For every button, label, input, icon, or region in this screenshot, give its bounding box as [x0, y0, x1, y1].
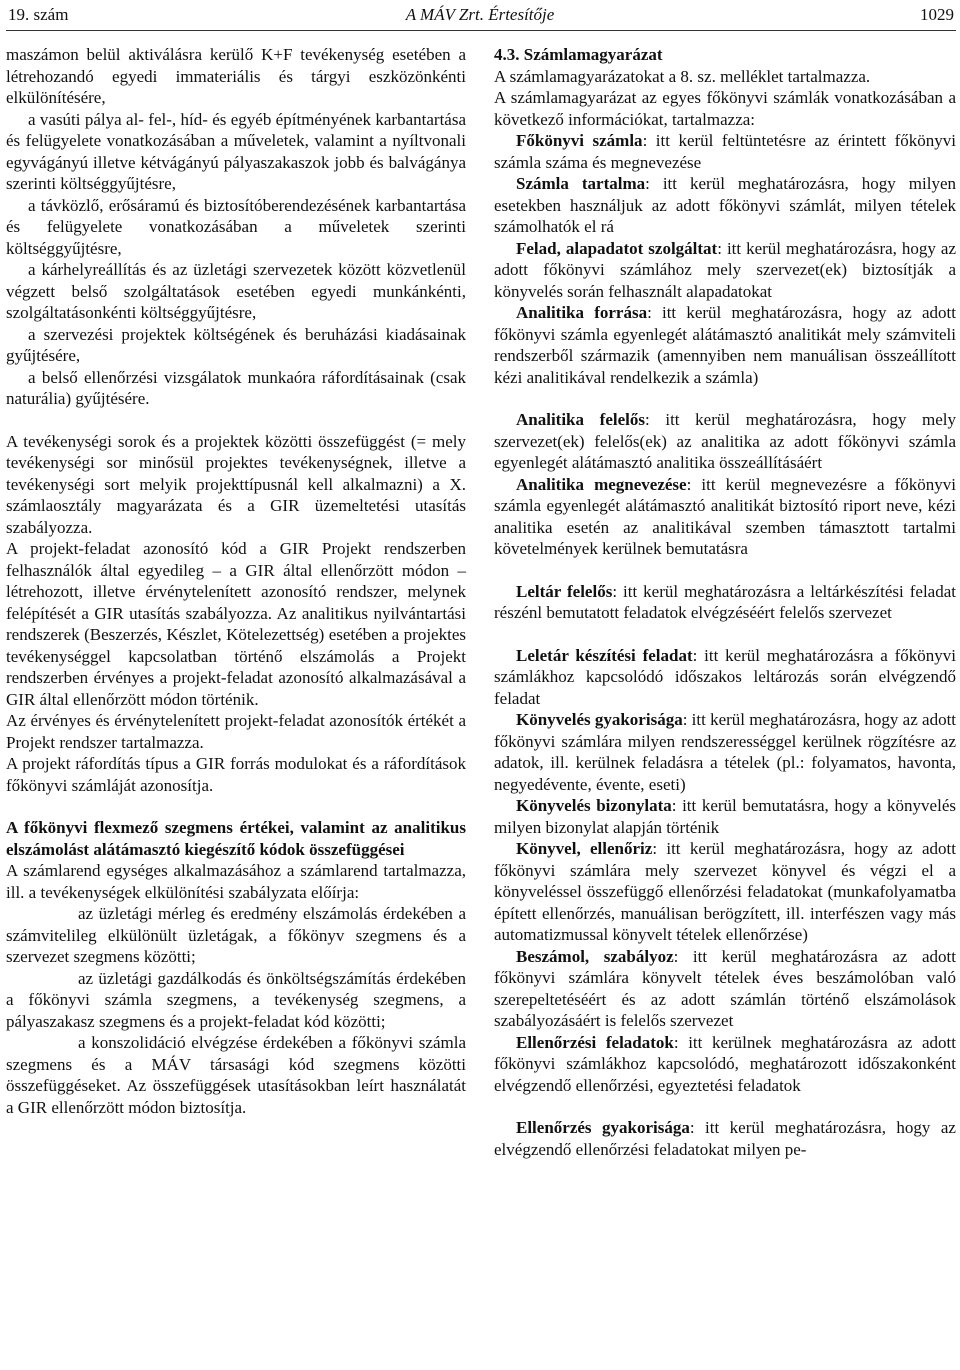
definition-text: : itt kerül meghatározásra, hogy az adott főkönyvi számlához mely szervezet(ek) biztosítják a könyvelés során felhasznált alapadatokat	[494, 238, 956, 301]
definition-item	[494, 1032, 956, 1097]
definition-term: Felad, alapadatot szolgáltat	[516, 238, 718, 258]
definition-text: : itt kerül meghatározásra, hogy mely szervezet(ek) felelős(ek) az analitika az adott főkönyvi számla egyenlegét alátámasztó analitika összeállításáért	[494, 410, 956, 472]
paragraph: Az érvényes és érvénytelenített projekt-feladat azonosítók értékét a Projekt rendszer tartalmazza.	[6, 711, 466, 752]
intro-text: maszámon belül aktiválásra kerülő K+F tevékenység esetében a létrehozandó egyedi immateriális és tárgyi eszközönkénti elkülönítésére,	[6, 45, 466, 107]
list-item: a szervezési projektek költségének és beruházási kiadásainak gyűjtésére,	[6, 324, 466, 365]
list-item: a kárhelyreállítás és az üzletági szervezetek között közvetlenül végzett belső szolgáltatások esetében egyedi munkánkénti, szolgáltatásonkénti költséggyűjtésre,	[6, 260, 466, 322]
definition-item	[494, 946, 956, 1032]
definition-text: : itt kerül megnevezésre a főkönyvi számla egyenlegét alátámasztó analitikát biztosító riport neve, kézi analitika esetén az analitikával szemben támasztott tartalmi követelmények kerülnek bemutatásra	[494, 474, 956, 558]
paragraph: A számlarend egységes alkalmazásához a számlarend tartalmazza, ill. a tevékenységek elkülönítési szabályzata előírja:	[6, 861, 466, 902]
definition-term: Analitika felelős	[516, 410, 645, 429]
definition-item	[494, 130, 956, 173]
definition-text: : itt kerül meghatározásra, hogy milyen esetekben használjuk az adott főkönyvi számlát, milyen tételek számolhatók el rá	[494, 174, 956, 236]
definition-item	[494, 581, 956, 624]
definition-term: Ellenőrzés gyakorisága	[516, 1118, 690, 1137]
definition-text: : itt kerül meghatározásra az adott főkönyvi számlára könyvelt tételek éves beszámolóban való szerepeltetéséért és az adott számlán történő elszámolások szabályozásáért is felelős szervezet	[494, 946, 956, 1030]
definition-item	[494, 474, 956, 560]
definition-text: : itt kerül meghatározásra, hogy az adott főkönyvi számla egyenlegét alátámasztó analitikát mely számviteli rendszerből származik (amennyiben nem manuálisan összeállított kézi analitikával rendelkezik a számla)	[494, 303, 957, 387]
paragraph: A tevékenységi sorok és a projektek közötti összefüggést (= mely tevékenységi sor minősül projektes tevékenységnek, illetve a tevékenységi sort melyik projekttípusnál kell alkalmazni) a X. számlaosztály magyarázata és a GIR üzemeltetési utasítás szabályozza.	[6, 431, 466, 537]
definition-term: Leletár készítési feladat	[516, 645, 693, 665]
definition-item	[494, 1117, 956, 1160]
definition-text: : itt kerül feltüntetésre az érintett főkönyvi számla száma és megnevezése	[494, 131, 956, 172]
definition-text: : itt kerül meghatározásra, hogy az adott főkönyvi számlára mely szervezet könyvel és végzi el a könyveléssel összefüggő ellenőrzési feladatokat (munkafolyamatba épített ellenőrzés, manuálisan berögzített, ill. interfészen vagy más automatizmussal könyvelt tételek ellenőrzése)	[494, 839, 956, 944]
definition-text: : itt kerül meghatározásra a főkönyvi számlákhoz kapcsolódó időszakos leltározás során elvégzendő feladat	[494, 645, 956, 708]
bold-heading: A főkönyvi flexmező szegmens értékei, valamint az analitikus elszámolást alátámasztó kiegészítő kódok összefüggései	[6, 818, 466, 859]
definition-text: : itt kerül bemutatásra, hogy a könyvelés milyen bizonylat alapján történik	[494, 796, 956, 837]
definition-term: Beszámol, szabályoz	[516, 946, 674, 966]
page-header	[0, 0, 960, 32]
paragraph: A projekt-feladat azonosító kód a GIR Projekt rendszerben felhasználók által egyedileg – a GIR által ellenőrzött módon – létrehozott, illetve érvénytelenített azonosító rendszer, melynek felépítését a GIR utasítás szabályozza. Az analitikus nyilvántartási rendszerek (Beszerzés, Készlet, Kötelezettség) esetében a projektes tevékenységgel kapcsolatban történő elszámolás a Projekt rendszerben érvényes a projekt-feladat azonosító alkalmazásával a GIR által ellenőrzött módon történik.	[6, 539, 466, 709]
journal-title: A MÁV Zrt. Értesítője	[405, 5, 555, 24]
definition-text: : itt kerül meghatározásra a leltárkészítési feladat részénl bemutatott feladatok elvégzéséért felelős szervezet	[494, 581, 956, 622]
definition-text: : itt kerül meghatározásra, hogy az adott főkönyvi számlára milyen rendszerességgel kerülnek rögzítésre az adatok, ill. kerülnek feladásra a tételek (pl.: folyamatos, havonta, negyedévente, évente, eseti)	[494, 710, 957, 794]
paragraph: A projekt ráfordítás típus a GIR forrás modulokat és a ráfordítások főkönyvi számláját azonosítja.	[6, 754, 466, 795]
definition-item	[494, 238, 956, 303]
definition-text: : itt kerülnek meghatározásra az adott főkönyvi számlákhoz kapcsolódó, meghatározott időszakonként elvégzendő ellenőrzési, egyeztetési feladatok	[494, 1032, 957, 1095]
sub-list-item: az üzletági mérleg és eredmény elszámolás érdekében a számvitelileg elkülönült üzletágak, a főkönyv szegmens és a szervezet szegmens közötti;	[6, 904, 466, 966]
definition-term: Könyvelés gyakorisága	[516, 710, 683, 729]
definition-item	[494, 709, 956, 795]
definition-item	[494, 838, 956, 946]
definition-term: Ellenőrzési feladatok	[516, 1032, 674, 1052]
sub-list-item: az üzletági gazdálkodás és önköltségszámítás érdekében a főkönyvi számla szegmens, a tevékenység szegmens, a pályaszakasz szegmens és a projekt-feladat kód közötti;	[6, 968, 466, 1031]
definition-term: Számla tartalma	[516, 174, 646, 193]
sub-list-item: a konszolidáció elvégzése érdekében a főkönyvi számla szegmens és a MÁV társasági kód szegmens közötti összefüggéseket. Az összefüggések utasításokban leírt használatát a GIR ellenőrzött módon biztosítja.	[6, 1033, 466, 1117]
definition-item	[494, 645, 956, 710]
list-item: a távközlő, erősáramú és biztosítóberendezésének karbantartása és felügyelete vonatkozásában a műveletek szerinti költséggyűjtésre,	[6, 195, 466, 258]
definition-term: Főkönyvi számla	[516, 131, 643, 150]
definition-term: Könyvel, ellenőriz	[516, 839, 653, 858]
definition-item	[494, 173, 956, 238]
definition-text: : itt kerül meghatározásra, hogy az elvégzendő ellenőrzési feladatokat milyen pe-	[494, 1118, 956, 1159]
definition-term: Analitika forrása	[516, 303, 648, 322]
list-item: a vasúti pálya al- fel-, híd- és egyéb építményének karbantartása és felügyelete vonatkozásában a műveletek, valamint a nyíltvonali egyvágányú illetve kétvágányú pályaszakaszok jobb és balvágánya szerinti költséggyűjtésre,	[6, 109, 466, 193]
definition-term: Leltár felelős	[516, 581, 613, 601]
page-number: 1029	[920, 5, 954, 24]
list-item: a belső ellenőrzési vizsgálatok munkaóra ráfordításainak (csak naturália) gyűjtésére.	[6, 367, 466, 408]
section-title: 4.3. Számlamagyarázat	[494, 45, 663, 64]
definition-item	[494, 409, 956, 474]
definition-term: Analitika megnevezése	[516, 474, 687, 494]
header-rule	[6, 30, 956, 31]
definition-item	[494, 302, 956, 388]
issue-number: 19. szám	[8, 5, 69, 24]
paragraph: A számlamagyarázatokat a 8. sz. melléklet tartalmazza.	[494, 66, 871, 86]
definition-item	[494, 795, 956, 838]
left-column	[6, 44, 466, 1118]
paragraph: A számlamagyarázat az egyes főkönyvi számlák vonatkozásában a következő információkat, tartalmazza:	[494, 88, 956, 129]
definition-term: Könyvelés bizonylata	[516, 796, 672, 815]
right-column	[494, 44, 956, 1160]
